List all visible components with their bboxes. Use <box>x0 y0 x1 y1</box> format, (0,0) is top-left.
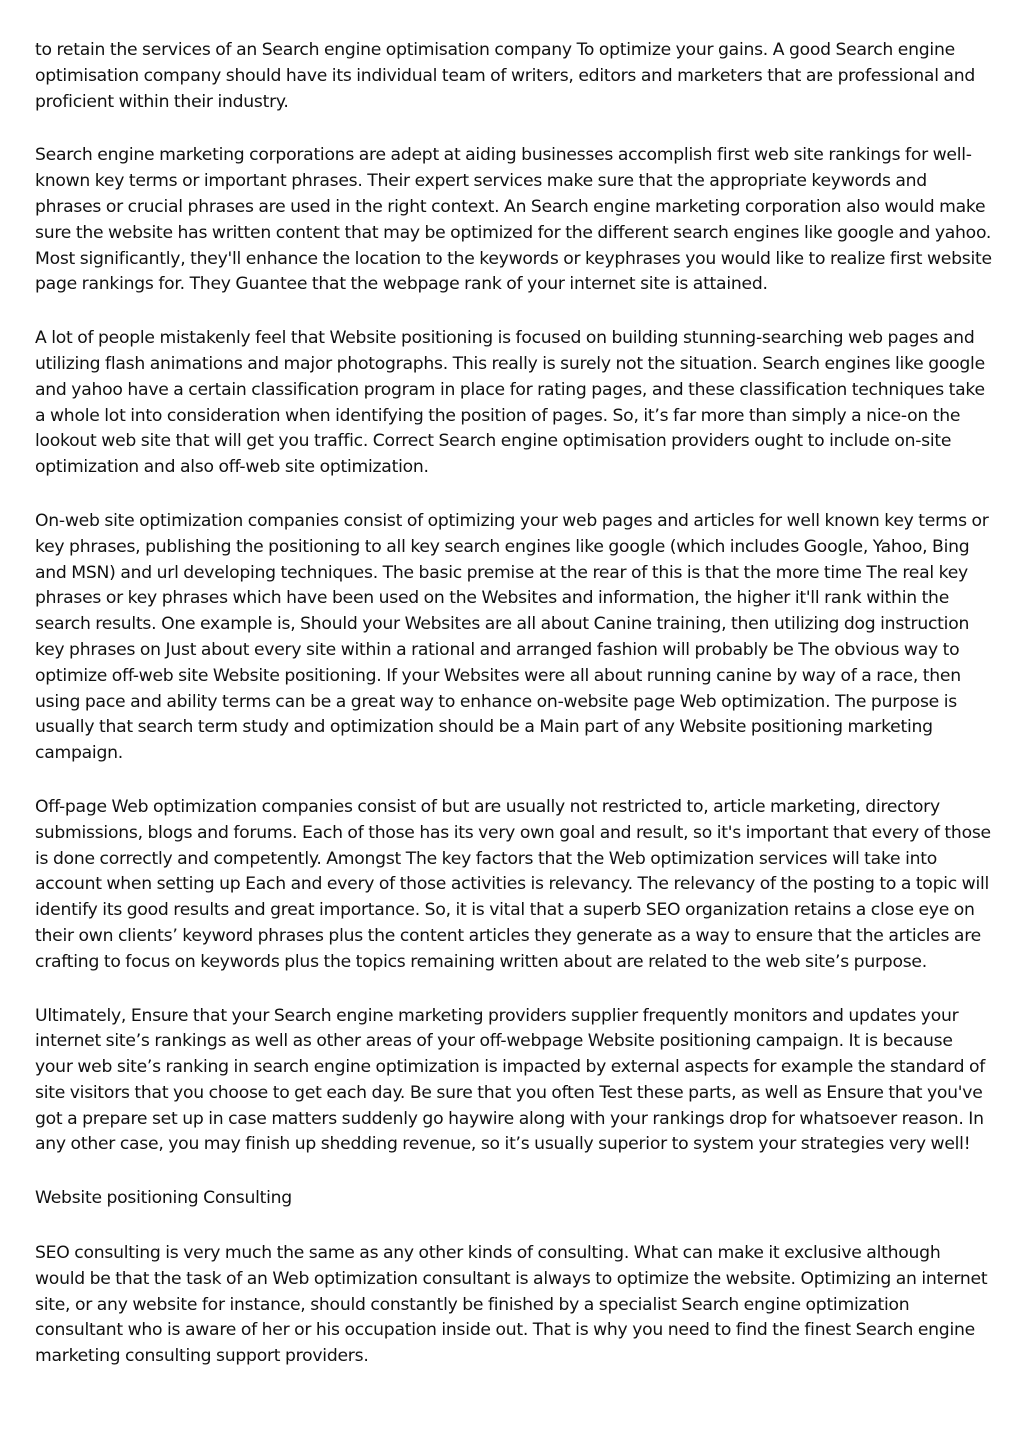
paragraph-intro-continuation: to retain the services of an Search engine optimisation company To optimize your gains. A good Search engine optimisation company should have its individual team of writers, editors and marketers that are professional and proficient within their industry. <box>35 40 976 112</box>
paragraph-on-site-optimization: On-web site optimization companies consist of optimizing your web pages and articles for well known key terms or key phrases, publishing the positioning to all key search engines like google (which includes Google, Yahoo, Bing and MSN) and url developing techniques. The basic premise at the rear of this is that the more time The real key phrases or key phrases which have been used on the Websites and information, the higher it'll rank within the search results. One example is, Should your Websites are all about Canine training, then utilizing dog instruction key phrases on Just about every site within a rational and arranged fashion will probably be The obvious way to optimize off-web site Website positioning. If your Websites were all about running canine by way of a race, then using pace and ability terms can be a great way to enhance on-website page Web optimization. The purpose is usually that search term study and optimization should be a Main part of any Website positioning marketing campaign. <box>35 510 989 764</box>
section-heading-consulting: Website positioning Consulting <box>35 1188 292 1209</box>
paragraph-monitoring-rankings: Ultimately, Ensure that your Search engine marketing providers supplier frequently monitors and updates your internet site’s rankings as well as other areas of your off-webpage Website positioning campaign. It is because your web site’s ranking in search engine optimization is impacted by external aspects for example the standard of site visitors that you choose to get each day. Be sure that you often Test these parts, as well as Ensure that you've got a prepare set up in case matters suddenly go haywire along with your rankings drop for whatsoever reason. In any other case, you may finish up shedding revenue, so it’s usually superior to system your strategies very well! <box>35 1005 986 1155</box>
paragraph-misconceptions: A lot of people mistakenly feel that Website positioning is focused on building stunning-searching web pages and utilizing flash animations and major photographs. This really is surely not the situation. Search engines like google and yahoo have a certain classification program in place for rating pages, and these classification techniques take a whole lot into consideration when identifying the position of pages. So, it’s far more than simply a nice-on the lookout web site that will get you traffic. Correct Search engine optimisation providers ought to include on-site optimization and also off-web site optimization. <box>35 328 985 478</box>
paragraph-seo-corporations: Search engine marketing corporations are adept at aiding businesses accomplish first web site rankings for well-known key terms or important phrases. Their expert services make sure that the appropriate keywords and phrases or crucial phrases are used in the right context. An Search engine marketing corporation also would make sure the website has written content that may be optimized for the different search engines like google and yahoo. Most significantly, they'll enhance the location to the keywords or keyphrases you would like to realize first website page rankings for. They Guantee that the webpage rank of your internet site is attained. <box>35 145 992 295</box>
paragraph-off-page-optimization: Off-page Web optimization companies consist of but are usually not restricted to, article marketing, directory submissions, blogs and forums. Each of those has its very own goal and result, so it's important that every of those is done correctly and competently. Amongst The key factors that the Web optimization services will take into account when setting up Each and every of those activities is relevancy. The relevancy of the posting to a topic will identify its good results and great importance. So, it is vital that a superb SEO organization retains a close eye on their own clients’ keyword phrases plus the content articles they generate as a way to ensure that the articles are crafting to focus on keywords plus the topics remaining written about are related to the web site’s purpose. <box>35 796 991 972</box>
paragraph-seo-consulting: SEO consulting is very much the same as any other kinds of consulting. What can make it exclusive although would be that the task of an Web optimization consultant is always to optimize the website. Optimizing an internet site, or any website for instance, should constantly be finished by a specialist Search engine optimization consultant who is aware of her or his occupation inside out. That is why you need to find the finest Search engine marketing consulting support providers. <box>35 1243 988 1367</box>
document-body <box>35 38 993 1398</box>
